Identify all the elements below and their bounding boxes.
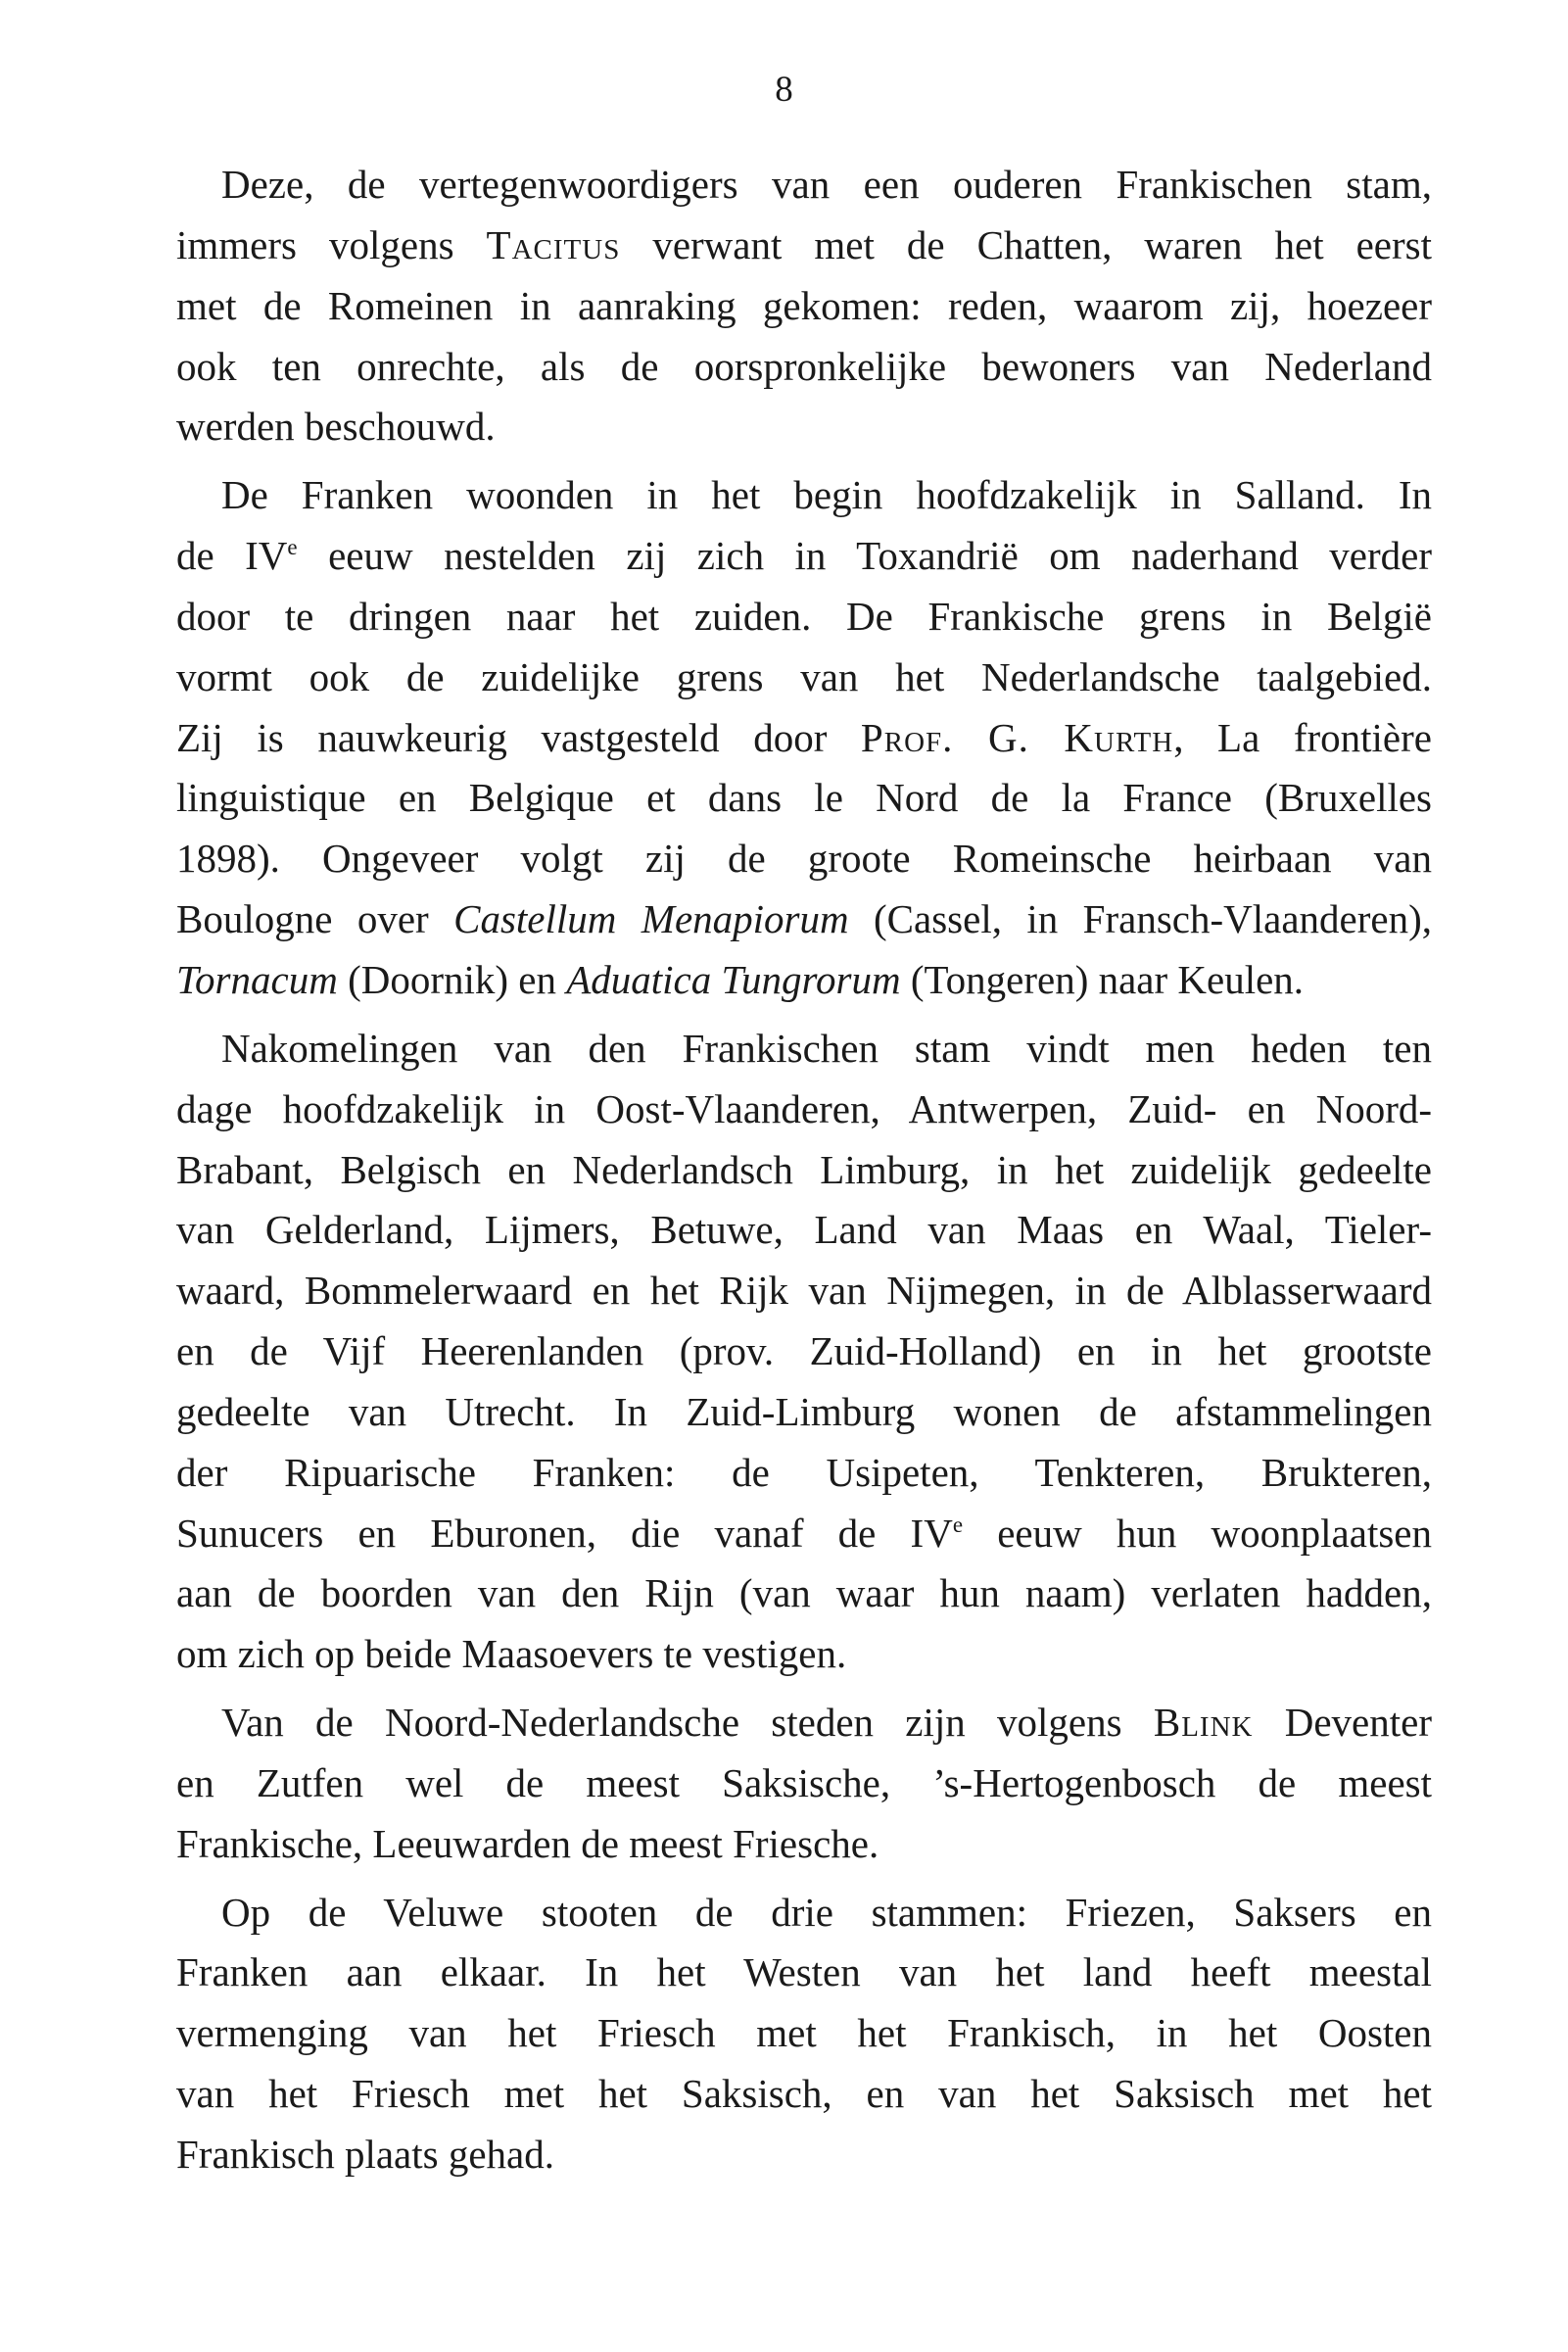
text-run: door te dringen naar het zuiden. De Frankische grens in België xyxy=(176,593,1432,639)
text-run: Frankisch plaats gehad. xyxy=(176,2132,554,2177)
text-line xyxy=(176,1382,1432,1443)
latin-place-name: Castellum Menapiorum xyxy=(453,896,849,942)
author-name: Blink xyxy=(1153,1700,1254,1746)
text-run: Franken aan elkaar. In het Westen van het land heeft meestal xyxy=(176,1949,1432,1995)
author-name: Tacitus xyxy=(486,221,621,267)
text-run: der Ripuarische Franken: de Usipeten, Tenkteren, Brukteren, xyxy=(176,1449,1432,1495)
text-line xyxy=(176,768,1432,829)
text-line xyxy=(176,1443,1432,1504)
text-run: van Gelderland, Lijmers, Betuwe, Land van Maas en Waal, Tieler- xyxy=(176,1207,1432,1253)
text-line xyxy=(176,1943,1432,2003)
text-line xyxy=(176,1624,1432,1685)
text-line xyxy=(176,829,1432,889)
text-run: De Franken woonden in het begin hoofdzakelijk in Salland. In xyxy=(221,472,1432,518)
text-run: Nakomelingen van den Frankischen stam vindt men heden ten xyxy=(221,1025,1432,1071)
text-run: waard, Bommelerwaard en het Rijk van Nijmegen, in de Alblasserwaard xyxy=(176,1268,1432,1314)
superscript: e xyxy=(287,535,298,560)
text-run: Deze, de vertegenwoordigers van een ouderen Frankischen stam, xyxy=(221,162,1432,207)
text-line xyxy=(176,397,1432,457)
text-run: dage hoofdzakelijk in Oost-Vlaanderen, Antwerpen, Zuid- en Noord- xyxy=(176,1085,1432,1131)
text-run: (Cassel, in Fransch-Vlaanderen), xyxy=(848,896,1432,942)
text-run: eeuw nestelden zij zich in Toxandrië om naderhand verder xyxy=(297,533,1432,579)
text-run: verwant met de Chatten, waren het eerst xyxy=(620,221,1432,267)
text-line xyxy=(176,1504,1432,1564)
text-line xyxy=(176,648,1432,708)
text-run: , La frontière xyxy=(1173,714,1432,760)
text-line xyxy=(176,1140,1432,1201)
text-line xyxy=(176,2064,1432,2125)
text-line xyxy=(176,526,1432,587)
superscript: e xyxy=(952,1512,964,1537)
text-line xyxy=(176,465,1432,526)
text-line xyxy=(176,1321,1432,1382)
paragraph xyxy=(176,155,1432,457)
text-line xyxy=(176,1261,1432,1321)
text-line xyxy=(176,337,1432,398)
paragraph xyxy=(176,465,1432,1011)
paragraph xyxy=(176,1693,1432,1875)
text-run: en Zutfen wel de meest Saksische, ’s-Hertogenbosch de meest xyxy=(176,1759,1432,1805)
paragraph xyxy=(176,1019,1432,1685)
text-run: werden beschouwd. xyxy=(176,404,496,450)
text-line xyxy=(176,950,1432,1011)
text-run: Frankische, Leeuwarden de meest Friesche. xyxy=(176,1820,879,1866)
text-line xyxy=(176,155,1432,216)
text-line xyxy=(176,2003,1432,2064)
text-run: 1898). Ongeveer volgt zij de groote Romeinsche heirbaan van xyxy=(176,836,1432,882)
text-line xyxy=(176,1883,1432,1944)
text-line xyxy=(176,216,1432,276)
text-run: van het Friesch met het Saksisch, en van het Saksisch met het xyxy=(176,2071,1432,2117)
text-run: om zich op beide Maasoevers te vestigen. xyxy=(176,1631,847,1677)
text-line xyxy=(176,708,1432,769)
text-line xyxy=(176,587,1432,648)
text-line xyxy=(176,1080,1432,1140)
text-line xyxy=(176,1814,1432,1875)
text-run: immers volgens xyxy=(176,221,487,267)
text-run: Sunucers en Eburonen, die vanaf de IV xyxy=(176,1510,953,1556)
text-run: gedeelte van Utrecht. In Zuid-Limburg wonen de afstammelingen xyxy=(176,1388,1432,1434)
text-run: Van de Noord-Nederlandsche steden zijn volgens xyxy=(221,1700,1154,1746)
text-line xyxy=(176,1753,1432,1814)
text-run: met de Romeinen in aanraking gekomen: reden, waarom zij, hoezeer xyxy=(176,282,1432,328)
latin-place-name: Tornacum xyxy=(176,956,338,1002)
text-run: eeuw hun woonplaatsen xyxy=(963,1510,1433,1556)
text-run: de IV xyxy=(176,533,288,579)
text-line xyxy=(176,889,1432,950)
text-run: Brabant, Belgisch en Nederlandsch Limburg, in het zuidelijk gedeelte xyxy=(176,1146,1432,1192)
text-line xyxy=(176,1693,1432,1753)
text-run: en de Vijf Heerenlanden (prov. Zuid-Holland) en in het grootste xyxy=(176,1328,1432,1374)
body-text xyxy=(176,155,1432,2185)
text-run: vormt ook de zuidelijke grens van het Nederlandsche taalgebied. xyxy=(176,653,1432,699)
text-run: ook ten onrechte, als de oorspronkelijke bewoners van Nederland xyxy=(176,343,1432,389)
text-run: linguistique en Belgique et dans le Nord de la France (Bruxelles xyxy=(176,775,1432,821)
text-line xyxy=(176,1200,1432,1261)
latin-place-name: Aduatica Tungrorum xyxy=(566,956,901,1002)
author-name: Prof. G. Kurth xyxy=(860,714,1174,760)
text-run: Boulogne over xyxy=(176,896,454,942)
text-run: aan de boorden van den Rijn (van waar hun naam) verlaten hadden, xyxy=(176,1570,1432,1616)
text-run: (Tongeren) naar Keulen. xyxy=(900,956,1305,1002)
text-line xyxy=(176,1563,1432,1624)
text-run: Zij is nauwkeurig vastgesteld door xyxy=(176,714,861,760)
text-line xyxy=(176,276,1432,337)
text-run: vermenging van het Friesch met het Frankisch, in het Oosten xyxy=(176,2010,1432,2056)
text-run: (Doornik) en xyxy=(337,956,567,1002)
text-line xyxy=(176,2125,1432,2185)
paragraph xyxy=(176,1883,1432,2185)
page-number: 8 xyxy=(775,70,793,110)
text-line xyxy=(176,1019,1432,1080)
text-run: Op de Veluwe stooten de drie stammen: Friezen, Saksers en xyxy=(221,1889,1432,1935)
text-run: Deventer xyxy=(1253,1700,1433,1746)
